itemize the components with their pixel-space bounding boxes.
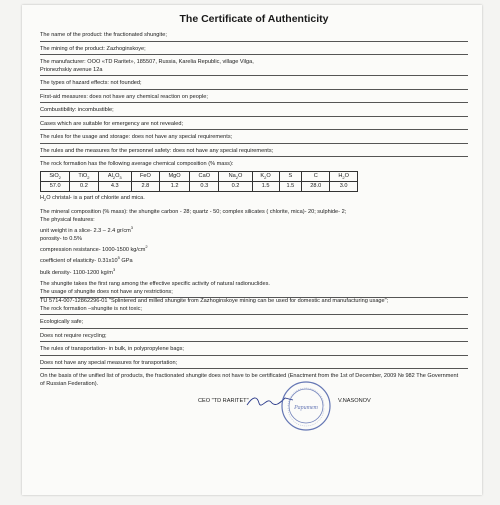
company-stamp <box>280 380 332 432</box>
composition-value-cell: 1.2 <box>159 181 189 191</box>
not-toxic-line: The rock formation –shungite is not toxic; <box>40 306 468 316</box>
composition-value-cell: 3.0 <box>330 181 358 191</box>
transportation-measures-line: Does not have any special measures for transportation; <box>40 360 468 370</box>
final-paragraph <box>40 373 460 388</box>
physical-features-title: The physical features: <box>40 216 95 223</box>
composition-header-cell: S <box>279 171 302 181</box>
physical-compression: compression resistance- 1000-1500 $kg/cm^2$ <box>40 244 148 253</box>
document-title: The Certificate of Authenticity <box>179 13 329 25</box>
mining-line: The mining of the product: Zazhoginskoye; <box>40 46 468 56</box>
svg-text:Раритет: Раритет <box>294 405 318 412</box>
composition-header-cell: CaO <box>190 171 219 181</box>
mineral-composition: The mineral composition (% mass): the shungite carbon - 28; quartz - 50; complex silicates ( chlorite, mica)- 20; sulphide- 2; <box>40 209 347 216</box>
manufacturer-line: The manufacturer: OOO «TD Raritet», 185507, Russia, Karelia Republic, village Vilga, <box>40 59 254 65</box>
composition-header-cell: $Al_2O_3$ <box>98 171 131 181</box>
product-name-line: The name of the product: the fractionated shungite; <box>40 32 468 42</box>
composition-header-cell: C <box>302 171 330 181</box>
recycling-line: Does not require recycling; <box>40 333 468 343</box>
composition-value-row <box>41 181 358 191</box>
composition-value-cell: 0.3 <box>190 181 219 191</box>
physical-unit-weight: unit weight in a slice- 2.3 – 2.4 $gr/cm^3$ <box>40 225 134 235</box>
composition-value-cell: 1.5 <box>252 181 279 191</box>
chemical-composition-table <box>40 171 358 192</box>
usage-restrictions-line: The usage of shungite does not have any restrictions; <box>40 289 468 299</box>
emergency-line: Cases which are suitable for emergency are not revealed; <box>40 121 468 131</box>
transportation-rules-line: The rules of transportation- in bulk, in polypropylene bags; <box>40 346 468 356</box>
h2o-note: $H_2O$ christal- is a part of chlorite and mica. <box>40 194 145 202</box>
hazard-line: The types of hazard effects: not founded; <box>40 80 468 90</box>
final-paragraph-text: On the basis of the unified list of products, the fractionated shungite does not have to be certificated (Enactment from the 1st of December, 2009 № 982 The Government of Russian Federation). <box>40 373 459 387</box>
composition-value-cell: 1.5 <box>279 181 302 191</box>
certificate-page <box>22 5 482 495</box>
composition-header-cell: MgO <box>159 171 189 181</box>
composition-value-cell: 0.2 <box>70 181 98 191</box>
composition-value-cell: 0.2 <box>219 181 252 191</box>
ceo-label: CEO "TD RARITET" <box>198 398 249 405</box>
usage-storage-line: The rules for the usage and storage: does not have any special requirements; <box>40 134 468 144</box>
composition-header-cell: $Na_2O$ <box>219 171 252 181</box>
first-aid-line: First-aid measures: does not have any chemical reaction on people; <box>40 94 468 104</box>
chemical-composition-intro: The rock formation has the following average chemical composition (% mass): <box>40 161 234 167</box>
composition-header-cell: SiO$_2$ <box>41 171 70 181</box>
composition-header-cell: FeO <box>131 171 159 181</box>
physical-porosity: porosity- to 0.5% <box>40 235 82 242</box>
manufacturer-address-line: Prionezhskiy avenue 12a <box>40 67 468 77</box>
composition-header-cell: $H_2O$ <box>330 171 358 181</box>
composition-value-cell: 2.8 <box>131 181 159 191</box>
composition-value-cell: 57.0 <box>41 181 70 191</box>
tu-line: TU 5714-007-12862296-01 "Splintered and milled shungite from Zazhoginskoye mining can be used for domestic and manufacturing usage"; <box>40 298 389 305</box>
composition-header-row <box>41 171 358 181</box>
radionuclides-line: The shungite takes the first rang among the effective specific activity of natural radionuclides. <box>40 281 270 288</box>
nasonov-label: V.NASONOV <box>338 398 371 405</box>
signature-row <box>40 394 468 424</box>
physical-elasticity: coefficient of elasticity- $0.31x10^5$ GPa <box>40 255 133 265</box>
ecologically-safe-line: Ecologically safe; <box>40 319 468 329</box>
physical-bulk-density: bulk density- 1100-1200 $kg/m^3$ <box>40 266 116 276</box>
personnel-safety-line: The rules and the measures for the personnel safety: does not have any special requirements; <box>40 148 468 158</box>
composition-header-cell: TiO$_2$ <box>70 171 98 181</box>
composition-value-cell: 4.3 <box>98 181 131 191</box>
combustibility-line: Combustibility: incombustible; <box>40 107 468 117</box>
composition-header-cell: $K_2O$ <box>252 171 279 181</box>
composition-value-cell: 28.0 <box>302 181 330 191</box>
